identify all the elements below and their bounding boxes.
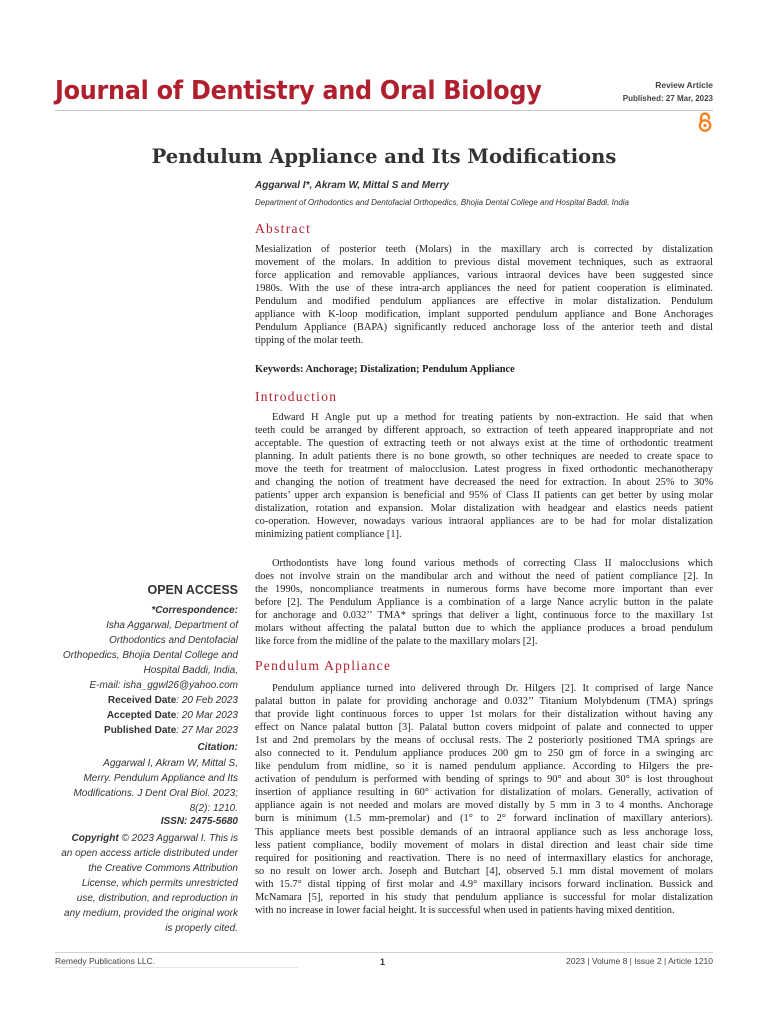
open-access-lock-icon bbox=[696, 112, 714, 132]
text-line: acceptable. The question of extracting teeth or not always exist at the time of orthodontic treatment bbox=[255, 438, 713, 450]
text-line: appliance with K-loop modification, implant supported pendulum appliance and Bone Anchorages bbox=[255, 309, 713, 321]
correspondence-line: Isha Aggarwal, Department of bbox=[106, 620, 238, 631]
text-line: does not involve strain on the mandibular arch and without the need of patient compliance [2]. In bbox=[255, 571, 713, 583]
accepted-date-value: : 20 Mar 2023 bbox=[176, 710, 238, 721]
text-line: so no result on lower arch. Joseph and Butchart [4], observed 5.1 mm distal movement of molars bbox=[255, 865, 713, 877]
correspondence-email: E-mail: isha_ggwl26@yahoo.com bbox=[89, 680, 238, 691]
copyright-line: an open access article distributed under bbox=[61, 848, 238, 859]
authors: Aggarwal I*, Akram W, Mittal S and Merry bbox=[255, 180, 449, 191]
text-line: move the teeth for treatment of malocclusion. Latest progress in fixed orthodontic mechanotherapy bbox=[255, 464, 713, 476]
text-line: Pendulum and modified pendulum appliances are effective in molar distalization. Pendulum bbox=[255, 296, 713, 308]
copyright-text: © 2023 Aggarwal I. This is bbox=[118, 833, 238, 844]
text-line: Pendulum appliance turned into delivered through Dr. Hilgers [2]. It comprised of large Nance bbox=[272, 683, 713, 694]
received-date-value: : 20 Feb 2023 bbox=[176, 695, 238, 706]
text-line: burn is minimum (1.5 mm-premolar) and (1° to 2° forward inclination of maxillary anteriors). bbox=[255, 813, 713, 825]
text-line: before [2]. The Pendulum Appliance is a combination of a large Nance acrylic button in the palate bbox=[255, 597, 713, 609]
copyright-line bbox=[72, 833, 239, 844]
text-line: palatal button in palate for providing anchorage and 0.032’’ Titanium Molybdenum (TMA) springs bbox=[255, 696, 713, 708]
accepted-date bbox=[107, 710, 238, 721]
copyright-line: use, distribution, and reproduction in bbox=[76, 893, 238, 904]
introduction-heading: Introduction bbox=[255, 389, 338, 404]
text-line: required for positioning and reactivation. There is no need of intermaxillary elastics for anchorage, bbox=[255, 852, 713, 864]
text-line: also connected to it. Pendulum appliance produces 200 gm to 250 gm of force in a swinging arc bbox=[255, 748, 713, 760]
received-date bbox=[108, 695, 238, 706]
copyright-line: is properly cited. bbox=[165, 923, 238, 934]
text-line: 1st and 2nd premolars by the means of occlusal rests. The 2 posteriorly positioned TMA springs are bbox=[255, 735, 713, 747]
text-line: Mesialization of posterior teeth (Molars) in the maxillary arch is corrected by distalization bbox=[255, 244, 713, 255]
text-line: co-operation. However, nowadays various intraoral appliances are to be had for molar distalization bbox=[255, 516, 713, 528]
pendulum-appliance-heading: Pendulum Appliance bbox=[255, 658, 392, 673]
citation-line: Merry. Pendulum Appliance and Its bbox=[83, 773, 238, 784]
pendulum-appliance-paragraph bbox=[255, 682, 713, 917]
text-line: Edward H Angle put up a method for treating patients by non-extraction. He said that when bbox=[272, 412, 713, 423]
correspondence-label: *Correspondence: bbox=[151, 605, 238, 616]
citation-label: Citation: bbox=[197, 742, 238, 753]
footer-underline bbox=[55, 967, 298, 968]
text-line: the 1990s, noncompliance treatments in numerous forms have become more important than ever bbox=[255, 584, 713, 596]
article-title: Pendulum Appliance and Its Modifications bbox=[151, 145, 617, 168]
text-line: like pendulum from midline, so it is named pendulum appliance. According to Hilgers the pre- bbox=[255, 761, 713, 773]
correspondence-line: Orthopedics, Bhojia Dental College and bbox=[62, 650, 238, 661]
article-type: Review Article bbox=[655, 80, 713, 90]
published-date-value: : 27 Mar 2023 bbox=[176, 725, 238, 736]
text-line: less patient compliance, bodily movement of molars in distal direction and least chair side time bbox=[255, 839, 713, 851]
text-line: minimizing patient compliance [1]. bbox=[255, 529, 402, 541]
published-date-sidebar bbox=[104, 725, 238, 736]
text-line: planning. In adult patients there is no bone growth, so other techniques are needed to create space to bbox=[255, 451, 713, 463]
published-date-label: Published Date bbox=[104, 725, 177, 736]
received-date-label: Received Date bbox=[107, 695, 177, 706]
citation-line: Modifications. J Dent Oral Biol. 2023; bbox=[73, 788, 238, 799]
text-line: patients’ upper arch expansion is beneficial and 95% of Class II patients can get better by using molar bbox=[255, 490, 713, 502]
journal-title: Journal of Dentistry and Oral Biology bbox=[55, 76, 542, 106]
text-line: insertion of appliance resulting in 60° activation for distalization of molars. Generally, activation of bbox=[255, 787, 713, 799]
text-line: movement of the molars. In addition to previous distal movement techniques, such as extraoral bbox=[255, 257, 713, 269]
keywords: Keywords: Anchorage; Distalization; Pendulum Appliance bbox=[255, 364, 515, 375]
introduction-paragraph-1 bbox=[255, 411, 713, 541]
footer-divider bbox=[55, 952, 713, 953]
text-line: 1980s. With the use of these intra-arch appliances the need for patient cooperation is eliminated. bbox=[255, 283, 713, 295]
text-line: with no increase in lower facial height. It is successful when used in patients having mixed dentition. bbox=[255, 904, 675, 916]
citation-line: 8(2): 1210. bbox=[189, 803, 238, 814]
footer-page-number: 1 bbox=[380, 957, 386, 967]
text-line: Pendulum Appliance (BAPA) significantly reduced anchorage loss of the anterior teeth and distal bbox=[255, 322, 713, 334]
copyright-line: License, which permits unrestricted bbox=[81, 878, 238, 889]
accepted-date-label: Accepted Date bbox=[106, 710, 177, 721]
introduction-paragraph-2 bbox=[255, 557, 713, 648]
abstract-heading: Abstract bbox=[255, 221, 312, 236]
correspondence-line: Hospital Baddi, India, bbox=[143, 665, 238, 676]
published-date: Published: 27 Mar, 2023 bbox=[622, 94, 713, 103]
text-line: effect on Nance palatal button [3]. Palatal button covers midpoint of palate and connected to upper bbox=[255, 722, 713, 734]
text-line: force application and removable appliances, various intraoral devices have been suggested since bbox=[255, 270, 713, 282]
text-line: molars without affecting the palatal button due to which the appliance produces a broad pendulum bbox=[255, 623, 713, 635]
footer-volume-info: 2023 | Volume 8 | Issue 2 | Article 1210 bbox=[566, 956, 713, 966]
text-line: Orthodontists have long found various methods of correcting Class II malocclusions which bbox=[272, 558, 713, 569]
text-line: like force from the midline of the palate to the maxillary molars [2]. bbox=[255, 636, 538, 648]
copyright-line: any medium, provided the original work bbox=[64, 908, 238, 919]
text-line: activation of pendulum is performed with bending of springs to 90° and about 30° is lost throughout bbox=[255, 774, 713, 786]
open-access-label: OPEN ACCESS bbox=[147, 583, 238, 597]
abstract-text bbox=[255, 243, 713, 347]
text-line: This appliance meets best possible demands of an intraoral appliance such as less anchorage loss, bbox=[255, 826, 713, 838]
text-line: teeth could be arranged by different approach, so extraction of teeth appeared inappropriate and not bbox=[255, 425, 713, 437]
text-line: appliance again is not needed and molars are moved distally by 5 mm in 3 to 4 months. Anchorage bbox=[255, 800, 713, 812]
copyright-label: Copyright bbox=[71, 833, 119, 844]
footer-publisher: Remedy Publications LLC. bbox=[55, 956, 156, 966]
text-line: for anchorage and 0.032’’ TMA* springs that deliver a light, continuous force to the maxillary 1st bbox=[255, 610, 713, 622]
citation-line: Aggarwal I, Akram W, Mittal S, bbox=[103, 758, 238, 769]
text-line: and changing the notion of treatment have decreased the need for extraction. In about 25% to 30% bbox=[255, 477, 713, 489]
text-line: with 15.7° distal tipping of first molar and 4.9° maxillary incisors forward inclination. Bussick and bbox=[255, 878, 713, 890]
correspondence-line: Orthodontics and Dentofacial bbox=[109, 635, 238, 646]
header-divider bbox=[55, 110, 713, 111]
issn: ISSN: 2475-5680 bbox=[160, 816, 238, 827]
text-line: McNamara [5], reported in his study that pendulum appliance is successful for molar distalization bbox=[255, 891, 713, 903]
text-line: that provide light continuous forces to upper 1st molars for their distalization without having any bbox=[255, 709, 713, 721]
affiliation: Department of Orthodontics and Dentofacial Orthopedics, Bhojia Dental College and Hospital Baddi, India bbox=[255, 198, 629, 207]
copyright-line: the Creative Commons Attribution bbox=[88, 863, 238, 874]
text-line: distalization, rotation and expansion. Molar distalization with headgear and elastics needs patient bbox=[255, 503, 713, 515]
text-line: tipping of the molar teeth. bbox=[255, 335, 364, 347]
